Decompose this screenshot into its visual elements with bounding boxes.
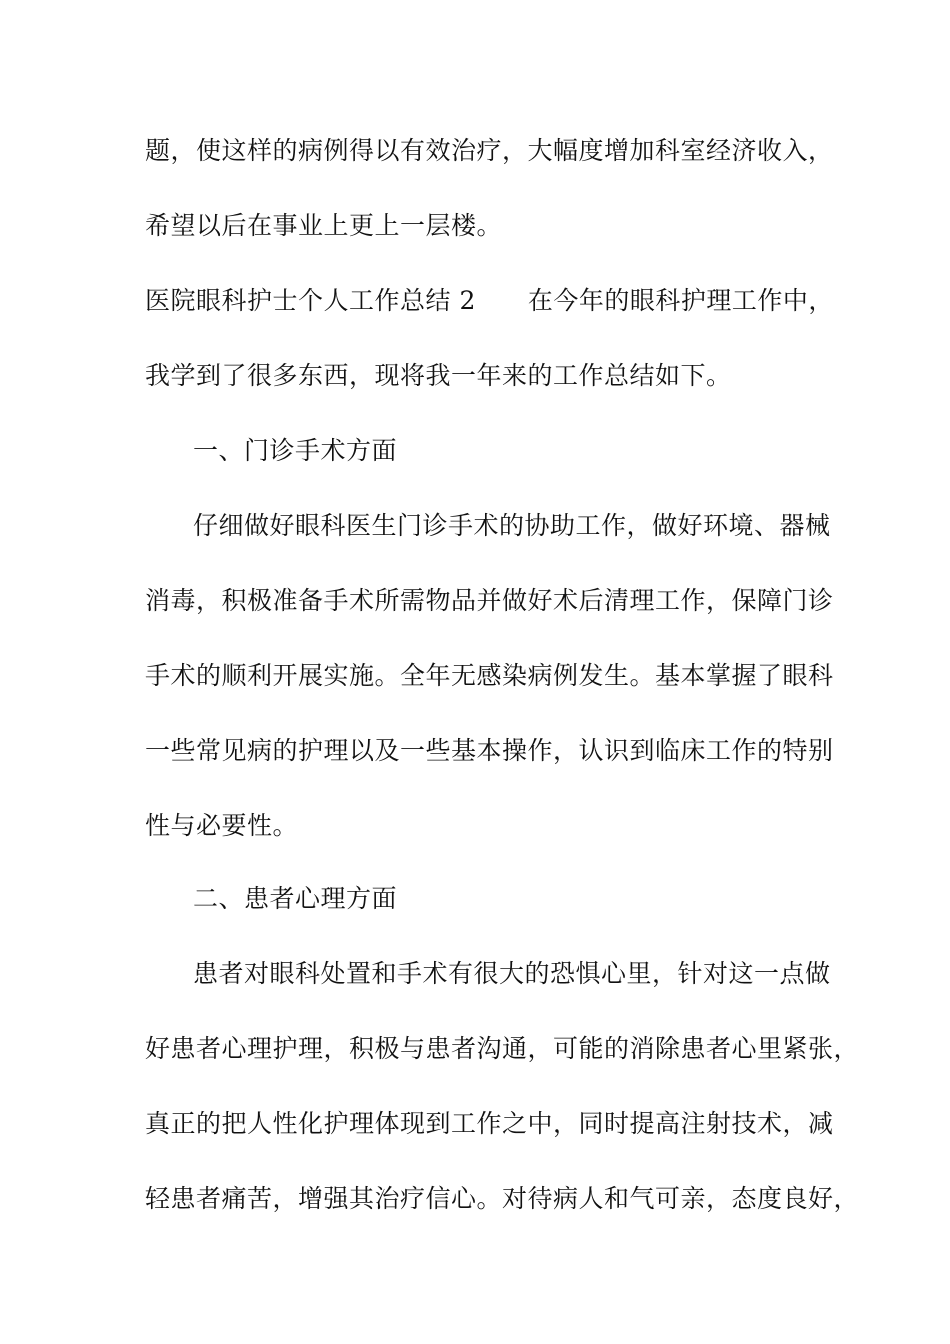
text-line-2: 希望以后在事业上更上一层楼。 xyxy=(145,211,503,240)
text-line-7: 一些常见病的护理以及一些基本操作，认识到临床工作的特别 xyxy=(145,736,834,765)
text-line-6: 手术的顺利开展实施。全年无感染病例发生。基本掌握了眼科 xyxy=(145,661,834,690)
section-title-line xyxy=(145,286,834,316)
subheading-outpatient-surgery: 一、门诊手术方面 xyxy=(193,436,398,465)
text-line-10: 好患者心理护理，积极与患者沟通，可能的消除患者心里紧张， xyxy=(145,1034,860,1063)
subheading-patient-psychology: 二、患者心理方面 xyxy=(193,884,398,913)
text-line-3: 我学到了很多东西，现将我一年来的工作总结如下。 xyxy=(145,361,732,390)
text-line-8: 性与必要性。 xyxy=(145,811,299,840)
text-line-5: 消毒，积极准备手术所需物品并做好术后清理工作，保障门诊 xyxy=(145,586,834,615)
text-line-11: 真正的把人性化护理体现到工作之中，同时提高注射技术，减 xyxy=(145,1109,834,1138)
text-line-9: 患者对眼科处置和手术有很大的恐惧心里，针对这一点做 xyxy=(193,959,831,988)
section-intro-text: 在今年的眼科护理工作中， xyxy=(527,286,834,315)
text-line-1: 题，使这样的病例得以有效治疗，大幅度增加科室经济收入， xyxy=(145,136,834,165)
text-line-4: 仔细做好眼科医生门诊手术的协助工作，做好环境、器械 xyxy=(193,511,831,540)
document-section-title: 医院眼科护士个人工作总结 2 xyxy=(145,286,476,315)
text-line-12: 轻患者痛苦，增强其治疗信心。对待病人和气可亲，态度良好， xyxy=(145,1184,860,1213)
